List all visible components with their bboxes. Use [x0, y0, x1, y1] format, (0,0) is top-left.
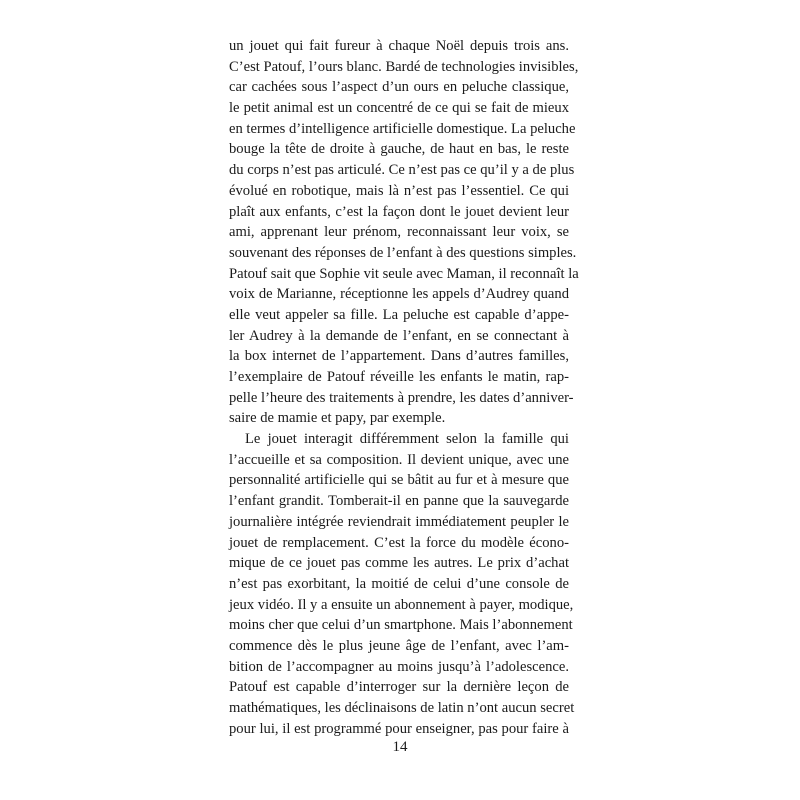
text-line: le petit animal est un concentré de ce qui se fait de mieux [229, 100, 569, 117]
text-line: voix de Marianne, réceptionne les appels d’Audrey quand [229, 286, 569, 303]
text-line: Patouf est capable d’interroger sur la dernière leçon de [229, 679, 569, 696]
text-line: bition de l’accompagner au moins jusqu’à l’adolescence. [229, 658, 569, 675]
text-line: ler Audrey à la demande de l’enfant, en se connectant à [229, 327, 569, 344]
text-line: n’est pas exorbitant, la moitié de celui d’une console de [229, 575, 569, 592]
text-line: en termes d’intelligence artificielle domestique. La peluche [229, 120, 576, 137]
text-line: commence dès le plus jeune âge de l’enfant, avec l’am- [229, 637, 569, 654]
text-line: du corps n’est pas articulé. Ce n’est pas ce qu’il y a de plus [229, 162, 575, 179]
text-line: évolué en robotique, mais là n’est pas l’essentiel. Ce qui [229, 182, 569, 199]
text-line: ami, apprenant leur prénom, reconnaissant leur voix, se [229, 224, 569, 241]
paragraph-1 [229, 36, 579, 429]
text-line: jouet de remplacement. C’est la force du modèle écono- [229, 534, 569, 551]
text-line: Patouf sait que Sophie vit seule avec Maman, il reconnaît la [229, 265, 579, 282]
text-line: Le jouet interagit différemment selon la famille qui [245, 431, 569, 448]
text-line: elle veut appeler sa fille. La peluche est capable d’appe- [229, 306, 569, 323]
text-line: journalière intégrée reviendrait immédiatement peupler le [229, 513, 569, 530]
text-line: la box internet de l’appartement. Dans d’autres familles, [229, 348, 569, 365]
body-text [229, 36, 579, 739]
text-line: l’accueille et sa composition. Il devient unique, avec une [229, 451, 569, 468]
text-line: souvenant des réponses de l’enfant à des questions simples. [229, 244, 577, 261]
text-line: moins cher que celui d’un smartphone. Mais l’abonnement [229, 617, 573, 634]
paragraph-2 [229, 429, 575, 739]
page-number: 14 [392, 739, 408, 755]
text-line: pelle l’heure des traitements à prendre, les dates d’anniver- [229, 389, 574, 406]
text-line: jeux vidéo. Il y a ensuite un abonnement à payer, modique, [229, 596, 574, 613]
text-line: personnalité artificielle qui se bâtit au fur et à mesure que [229, 472, 569, 489]
text-line: l’enfant grandit. Tomberait-il en panne que la sauvegarde [229, 493, 569, 510]
text-line: bouge la tête de droite à gauche, de haut en bas, le reste [229, 141, 569, 158]
text-line: plaît aux enfants, c’est la façon dont le jouet devient leur [229, 203, 569, 220]
text-line: mique de ce jouet pas comme les autres. Le prix d’achat [229, 555, 569, 572]
text-line: saire de mamie et papy, par exemple. [229, 410, 446, 427]
text-line: l’exemplaire de Patouf réveille les enfants le matin, rap- [229, 369, 569, 385]
text-line: mathématiques, les déclinaisons de latin n’ont aucun secret [229, 700, 575, 716]
text-line: car cachées sous l’aspect d’un ours en peluche classique, [229, 79, 569, 96]
text-line: un jouet qui fait fureur à chaque Noël depuis trois ans. [229, 38, 569, 54]
text-line: C’est Patouf, l’ours blanc. Bardé de technologies invisibles, [229, 58, 579, 75]
text-line: pour lui, il est programmé pour enseigner, pas pour faire à [229, 720, 569, 737]
